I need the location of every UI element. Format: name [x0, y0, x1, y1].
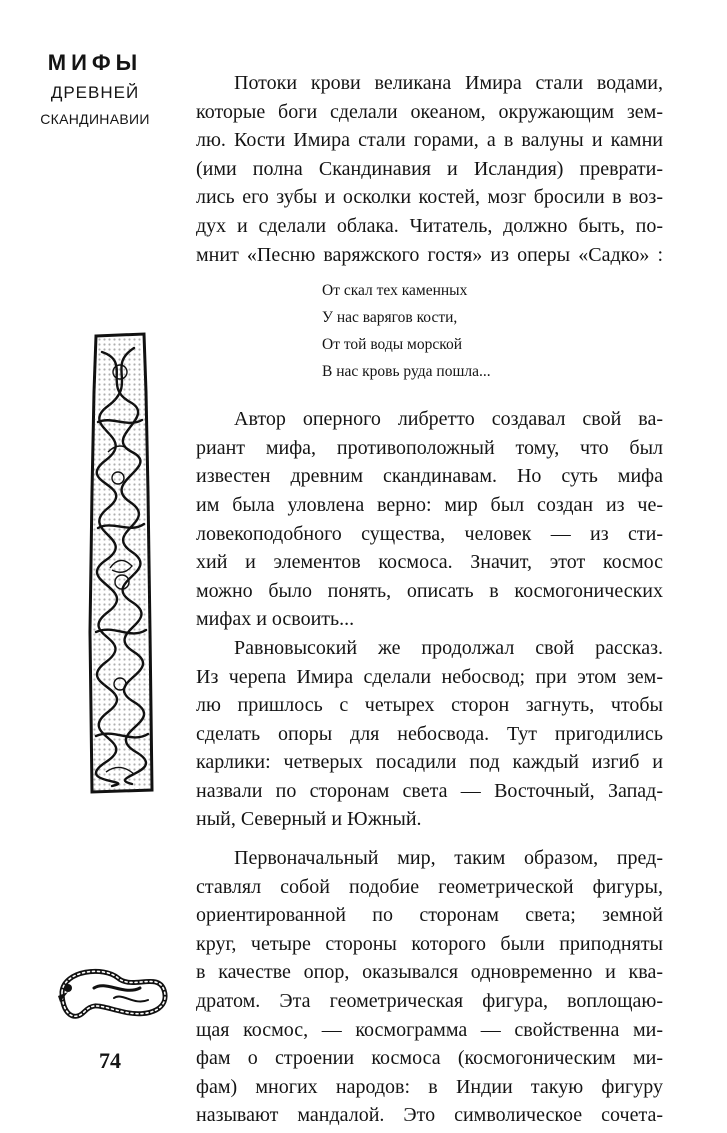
page-number: 74: [99, 1048, 121, 1073]
text-line: назвали по сторонам света — Восточный, Запад-: [196, 779, 663, 802]
main-text-column: [196, 69, 663, 1130]
paragraph-2: [196, 405, 663, 634]
text-line: лись его зубы и осколки костей, мозг бросили в воз-: [196, 186, 663, 209]
verse-line: От той воды морской: [322, 336, 462, 354]
text-line: им была уловлена верно: мир был создан из че-: [196, 493, 663, 516]
paragraph-1: [196, 69, 663, 269]
verse-line: У нас варягов кости,: [322, 309, 458, 327]
text-line: лю. Кости Имира стали горами, а в валуны и камни: [196, 129, 663, 152]
text-line: можно было понять, описать в космогонических: [196, 579, 663, 602]
text-line: круг, четыре стороны которого были приподняты: [196, 932, 663, 955]
verse-line: В нас кровь руда пошла...: [322, 363, 491, 381]
paragraph-3: [196, 634, 663, 834]
text-line: фам) многих народов: в Индии такую фигуру: [196, 1075, 663, 1098]
text-line: щая космос, — космограмма — свойственна ми-: [196, 1018, 663, 1041]
running-head-line2: ДРЕВНЕЙ: [50, 83, 140, 102]
text-line: называют мандалой. Это символическое сочета-: [196, 1104, 663, 1127]
text-line: Потоки крови великана Имира стали водами,: [234, 72, 663, 94]
text-line: ный, Северный и Южный.: [196, 808, 422, 831]
text-line: риант мифа, противоположный тому, что был: [196, 436, 663, 459]
text-line: хий и элементов космоса. Значит, этот космос: [196, 551, 663, 574]
text-line: ориентированной по сторонам света; земной: [196, 904, 663, 927]
text-line: Равновысокий же продолжал свой рассказ.: [234, 636, 663, 659]
text-line: ставлял собой подобие геометрической фигуры,: [196, 875, 663, 898]
carved-runestone-ornament-icon: [82, 332, 158, 794]
running-head: [0, 52, 190, 126]
text-line: дратом. Эта геометрическая фигура, воплощаю-: [196, 990, 663, 1013]
text-line: в качестве опор, оказывался одновременно и ква-: [196, 961, 663, 984]
text-line: сделать опоры для небосвода. Тут пригодились: [196, 722, 663, 745]
text-line: Первоначальный мир, таким образом, пред-: [234, 847, 663, 870]
running-head-line3: СКАНДИНАВИИ: [40, 111, 150, 127]
paragraph-4: [196, 844, 663, 1130]
verse-quote: [322, 277, 663, 385]
coiled-serpent-ornament-icon: [54, 962, 174, 1024]
text-line: Автор оперного либретто создавал свой ва-: [234, 408, 663, 431]
text-line: мифах и освоить...: [196, 608, 355, 631]
text-line: лю пришлось с четырех сторон загнуть, чтобы: [196, 694, 663, 717]
verse-line: От скал тех каменных: [322, 282, 468, 300]
text-line: мнит «Песню варяжского гостя» из оперы «Садко» :: [196, 243, 663, 266]
text-line: (ими полна Скандинавия и Исландия) преврати-: [196, 157, 663, 180]
text-line: известен древним скандинавам. Но суть мифа: [196, 465, 663, 488]
text-line: фам о строении космоса (космогоническим ми-: [196, 1047, 663, 1070]
text-line: карлики: четверых посадили под каждый изгиб и: [196, 751, 663, 774]
text-line: дух и сделали облака. Читатель, должно быть, по-: [196, 214, 663, 237]
text-line: Из черепа Имира сделали небосвод; при этом зем-: [196, 665, 663, 688]
text-line: которые боги сделали океаном, окружающим зем-: [196, 100, 663, 123]
text-line: ловекоподобного существа, человек — из сти-: [196, 522, 663, 545]
running-head-line1: МИФЫ: [47, 50, 143, 75]
